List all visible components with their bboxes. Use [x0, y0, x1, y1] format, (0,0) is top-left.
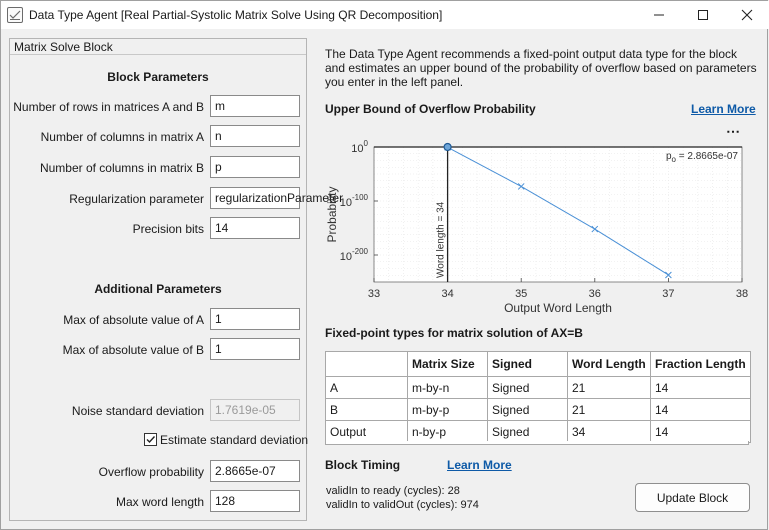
app-icon: [7, 7, 23, 23]
window-title: Data Type Agent [Real Partial-Systolic Matrix Solve Using QR Decomposition]: [29, 8, 443, 22]
cell: 21: [568, 399, 651, 421]
x-tick-label: 36: [588, 288, 601, 300]
precision-field[interactable]: 14: [210, 217, 300, 239]
table-row: [326, 377, 751, 399]
update-block-button[interactable]: Update Block: [635, 483, 750, 512]
fixed-point-types-table: [325, 351, 751, 443]
cell: 14: [651, 399, 751, 421]
close-button[interactable]: [725, 1, 769, 29]
overflow-probability-chart: [319, 131, 749, 321]
learn-more-link[interactable]: Learn More: [691, 102, 756, 116]
x-tick-label: 34: [441, 288, 454, 300]
x-tick-label: 38: [735, 288, 749, 300]
table-header-row: [326, 352, 751, 377]
cols-a-field[interactable]: n: [210, 125, 300, 147]
noise-field: 1.7619e-05: [210, 399, 300, 421]
checkbox-box[interactable]: [144, 433, 157, 446]
block-timing-heading: Block Timing: [325, 458, 401, 472]
cell: Signed: [488, 377, 568, 399]
more-options-icon[interactable]: ⋯: [726, 123, 741, 139]
overflow-annotation: $p_o = 2.8665e-07$: [665, 151, 738, 164]
cell: 14: [651, 421, 751, 443]
timing-ready-text: validIn to ready (cycles): 28: [326, 485, 460, 497]
chart-heading: Upper Bound of Overflow Probability: [325, 102, 536, 116]
table-row: [326, 399, 751, 421]
timing-learn-more-link[interactable]: Learn More: [447, 458, 512, 472]
max-a-label: Max of absolute value of A: [63, 313, 204, 327]
cell: Signed: [488, 399, 568, 421]
cell: n-by-p: [408, 421, 488, 443]
x-tick-label: 37: [662, 288, 675, 300]
y-tick-label: $10^{-100}$: [339, 193, 368, 209]
cols-a-label: Number of columns in matrix A: [40, 130, 204, 144]
overflow-prob-label: Overflow probability: [98, 465, 204, 479]
selected-point: [444, 144, 451, 151]
y-axis-label: Probability: [325, 186, 339, 243]
block-parameters-heading: Block Parameters: [107, 70, 209, 84]
cell: A: [326, 377, 408, 399]
col-header-name: [326, 352, 408, 377]
panel-title: Matrix Solve Block: [10, 39, 306, 55]
cell: Output: [326, 421, 408, 443]
estimate-std-checkbox[interactable]: [144, 433, 308, 447]
agent-description: The Data Type Agent recommends a fixed-point output data type for the block and estimates an upper bound of the probability of overflow based on parameters you enter in the left panel.: [325, 47, 757, 89]
regularization-field[interactable]: regularizationParameter: [210, 187, 300, 209]
word-length-label: Word length = 34: [435, 201, 447, 278]
x-axis-label: Output Word Length: [504, 301, 612, 315]
x-tick-label: 35: [515, 288, 528, 300]
max-word-length-field[interactable]: 128: [210, 490, 300, 512]
timing-validout-text: validIn to validOut (cycles): 974: [326, 499, 479, 511]
y-tick-label: $10^0$: [351, 139, 368, 155]
max-b-label: Max of absolute value of B: [62, 343, 204, 357]
title-bar: [1, 1, 769, 29]
rows-field[interactable]: m: [210, 95, 300, 117]
cell: Signed: [488, 421, 568, 443]
additional-parameters-heading: Additional Parameters: [94, 282, 222, 296]
table-heading: Fixed-point types for matrix solution of AX=B: [325, 326, 583, 340]
table-row: [326, 421, 751, 443]
maximize-button[interactable]: [681, 1, 725, 29]
precision-label: Precision bits: [132, 222, 204, 236]
table-empty-area: [325, 441, 749, 445]
cell: m-by-p: [408, 399, 488, 421]
col-header-matrix-size: Matrix Size: [408, 352, 488, 377]
col-header-fraction-length: Fraction Length: [651, 352, 751, 377]
max-word-length-label: Max word length: [115, 495, 204, 509]
cols-b-label: Number of columns in matrix B: [39, 161, 204, 175]
overflow-prob-field[interactable]: 2.8665e-07: [210, 460, 300, 482]
minimize-button[interactable]: [637, 1, 681, 29]
col-header-word-length: Word Length: [568, 352, 651, 377]
cols-b-field[interactable]: p: [210, 156, 300, 178]
close-icon: [741, 9, 753, 21]
x-tick-label: 33: [367, 288, 381, 300]
cell: 14: [651, 377, 751, 399]
matrix-solve-panel: [9, 38, 344, 521]
estimate-std-label: Estimate standard deviation: [160, 433, 309, 447]
minimize-icon: [653, 9, 665, 21]
check-icon: [145, 434, 156, 445]
regularization-label: Regularization parameter: [69, 192, 204, 206]
cell: 21: [568, 377, 651, 399]
rows-label: Number of rows in matrices A and B: [13, 100, 204, 114]
cell: 34: [568, 421, 651, 443]
cell: m-by-n: [408, 377, 488, 399]
noise-label: Noise standard deviation: [71, 404, 204, 418]
maximize-icon: [697, 9, 709, 21]
y-tick-label: $10^{-200}$: [339, 247, 368, 263]
max-b-field[interactable]: 1: [210, 338, 300, 360]
cell: B: [326, 399, 408, 421]
col-header-signed: Signed: [488, 352, 568, 377]
max-a-field[interactable]: 1: [210, 308, 300, 330]
